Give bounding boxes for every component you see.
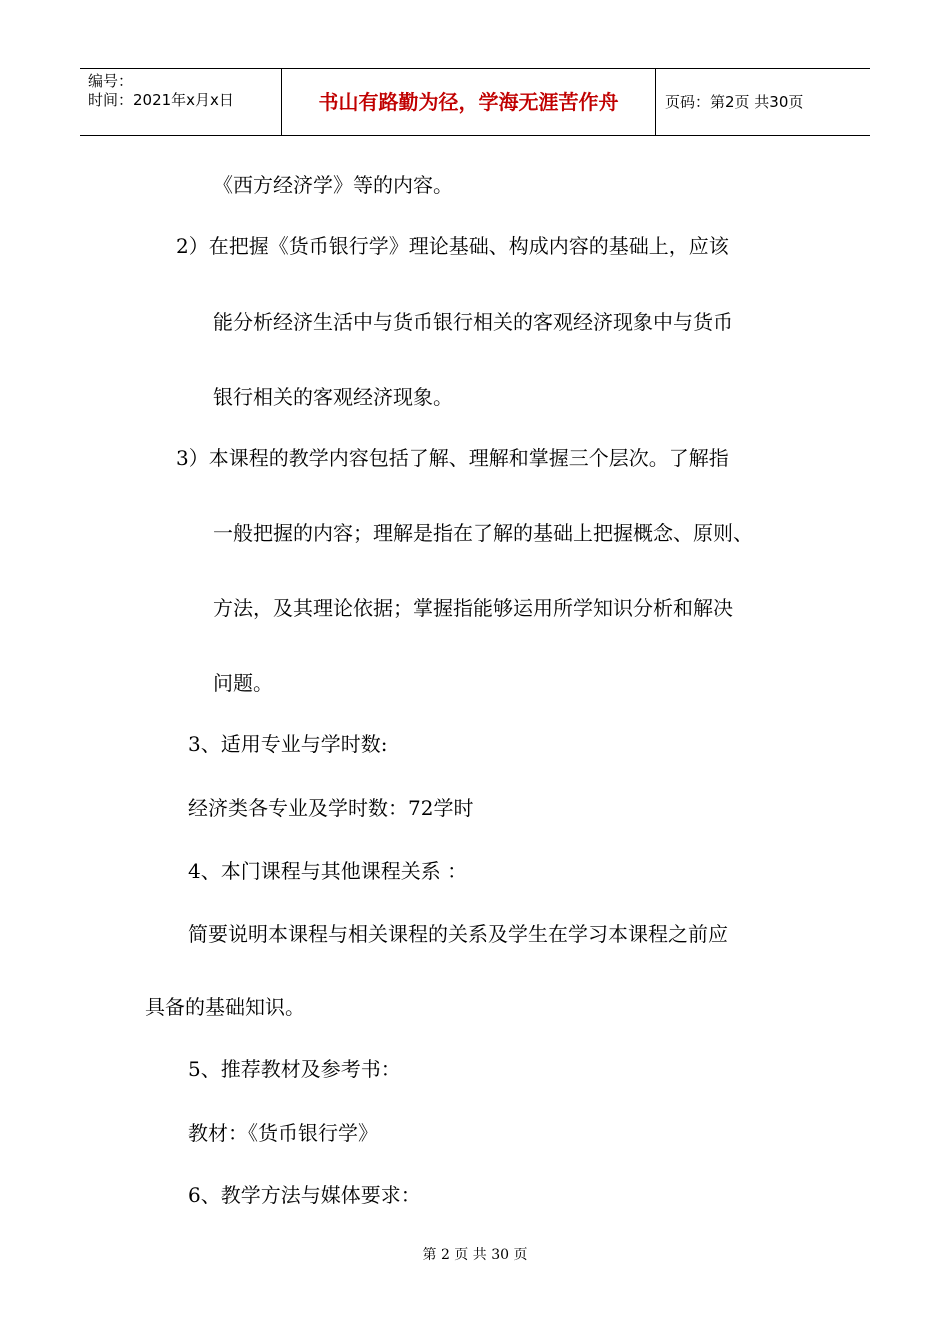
- body-line: 问题。: [213, 671, 273, 695]
- document-time-label: 时间：2021年x月x日: [88, 91, 234, 109]
- document-number-label: 编号：: [88, 72, 134, 90]
- header-motto: 书山有路勤为径，学海无涯苦作舟: [318, 90, 619, 114]
- body-line: 方法，及其理论依据；掌握指能够运用所学知识分析和解决: [213, 596, 733, 620]
- body-line: 具备的基础知识。: [145, 995, 305, 1019]
- header-page-info: 页码：第2页 共30页: [665, 93, 804, 111]
- body-line: 2）在把握《货币银行学》理论基础、构成内容的基础上，应该: [176, 234, 729, 258]
- body-line: 一般把握的内容；理解是指在了解的基础上把握概念、原则、: [213, 521, 753, 545]
- page-footer: 第 2 页 共 30 页: [422, 1247, 528, 1263]
- section-heading: 6、教学方法与媒体要求：: [188, 1183, 421, 1207]
- header-meta: [88, 72, 278, 110]
- body-line: 经济类各专业及学时数：72学时: [188, 796, 474, 820]
- body-line: 3）本课程的教学内容包括了解、理解和掌握三个层次。了解指: [176, 446, 729, 470]
- body-line: 简要说明本课程与相关课程的关系及学生在学习本课程之前应: [188, 922, 728, 946]
- section-heading: 5、推荐教材及参考书：: [188, 1057, 401, 1081]
- page-header: [80, 68, 870, 136]
- body-line: 银行相关的客观经济现象。: [213, 385, 453, 409]
- section-heading: 3、适用专业与学时数:: [188, 732, 388, 756]
- body-line: 能分析经济生活中与货币银行相关的客观经济现象中与货币: [213, 310, 733, 334]
- header-divider-right: [655, 69, 656, 135]
- section-heading: 4、本门课程与其他课程关系 ：: [188, 859, 468, 883]
- body-line: 教材：《货币银行学》: [188, 1121, 378, 1145]
- body-line: 《西方经济学》等的内容。: [213, 173, 453, 197]
